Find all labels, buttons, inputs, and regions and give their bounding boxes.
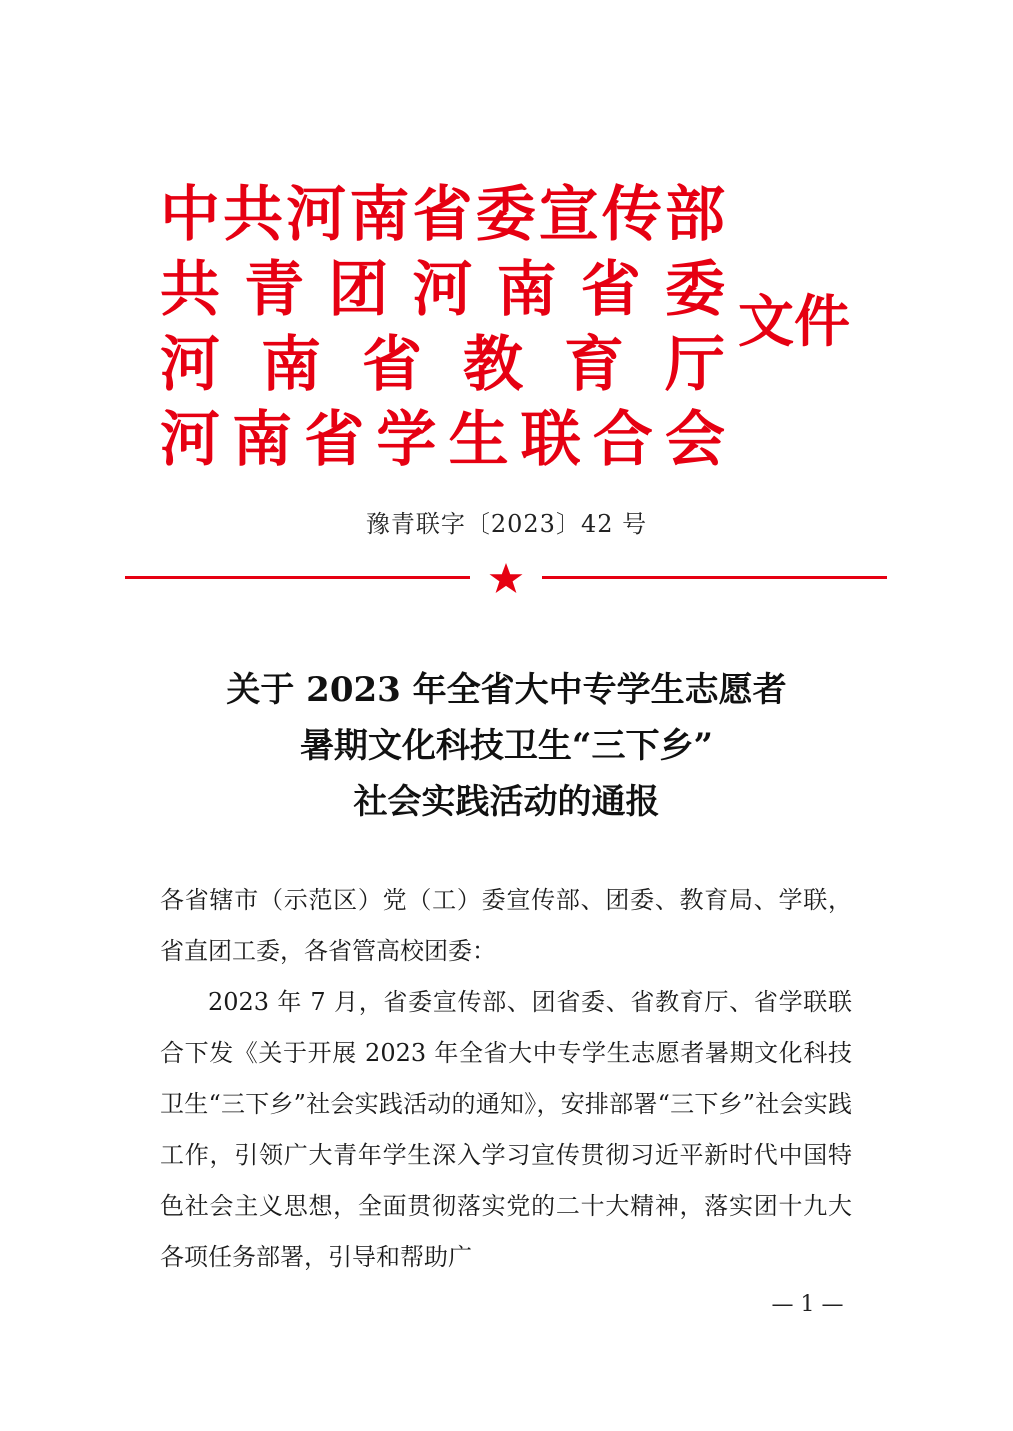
issuer-char: 传: [601, 180, 662, 250]
red-header: [160, 178, 860, 478]
issuer-char: 南: [349, 180, 410, 250]
issuer-char: 南: [496, 255, 557, 325]
issuer-char: 教: [463, 330, 523, 400]
document-suffix: 文件: [738, 290, 850, 355]
title-line-3: 社会实践活动的通报: [353, 782, 660, 822]
separator-line-left: [125, 576, 470, 579]
title-line-2: 暑期文化科技卫生“三下乡”: [299, 726, 714, 766]
title-line-1: 关于 2023 年全省大中专学生志愿者: [226, 670, 787, 710]
issuer-line-4: [160, 403, 725, 478]
issuer-char: 联: [520, 405, 581, 475]
issuer-char: 团: [328, 255, 389, 325]
issuer-char: 南: [232, 405, 293, 475]
issuer-char: 合: [592, 405, 653, 475]
issuer-char: 省: [412, 180, 473, 250]
issuer-char: 省: [362, 330, 422, 400]
red-separator: [125, 562, 887, 594]
issuer-char: 委: [475, 180, 536, 250]
issuer-char: 委: [664, 255, 725, 325]
red-star-icon: [488, 562, 524, 594]
separator-line-right: [542, 576, 887, 579]
issuer-char: 宣: [538, 180, 599, 250]
recipients-paragraph: 各省辖市（示范区）党（工）委宣传部、团委、教育局、学联，省直团工委，各省管高校团委：: [160, 886, 852, 965]
issuer-char: 部: [665, 180, 725, 250]
issuer-char: 省: [580, 255, 641, 325]
issuer-char: 河: [412, 255, 473, 325]
issuer-char: 共: [160, 255, 220, 325]
document-body: [160, 875, 852, 1283]
issuer-line-1: [160, 178, 725, 253]
issuer-char: 青: [244, 255, 305, 325]
issuer-char: 河: [286, 180, 347, 250]
issuer-char: 会: [664, 405, 725, 475]
issuer-line-2: [160, 253, 725, 328]
body-paragraph-1: 2023 年 7 月，省委宣传部、团省委、省教育厅、省学联联合下发《关于开展 2023 年全省大中专学生志愿者暑期文化科技卫生“三下乡”社会实践活动的通知》，安排部署“三下乡”社会实践工作，引领广大青年学生深入学习宣传贯彻习近平新时代中国特色社会主义思想，全面贯彻落实党的二十大精神，落实团十九大各项任务部署，引导和帮助广: [160, 988, 852, 1271]
issuer-line-3: [160, 328, 725, 403]
issuer-char: 学: [376, 405, 437, 475]
issuer-char: 中: [160, 180, 220, 250]
issuer-char: 厅: [665, 330, 725, 400]
document-title: [0, 662, 1013, 830]
issuing-authorities: [160, 178, 725, 478]
issuer-char: 生: [448, 405, 509, 475]
issuer-char: 育: [564, 330, 624, 400]
issuer-char: 河: [160, 405, 220, 475]
issuer-char: 省: [304, 405, 365, 475]
issuer-char: 河: [160, 330, 220, 400]
document-number: 豫青联字〔2023〕42 号: [365, 510, 648, 538]
issuer-char: 南: [261, 330, 321, 400]
issuer-char: 共: [223, 180, 284, 250]
page-number: — 1 —: [771, 1292, 844, 1317]
